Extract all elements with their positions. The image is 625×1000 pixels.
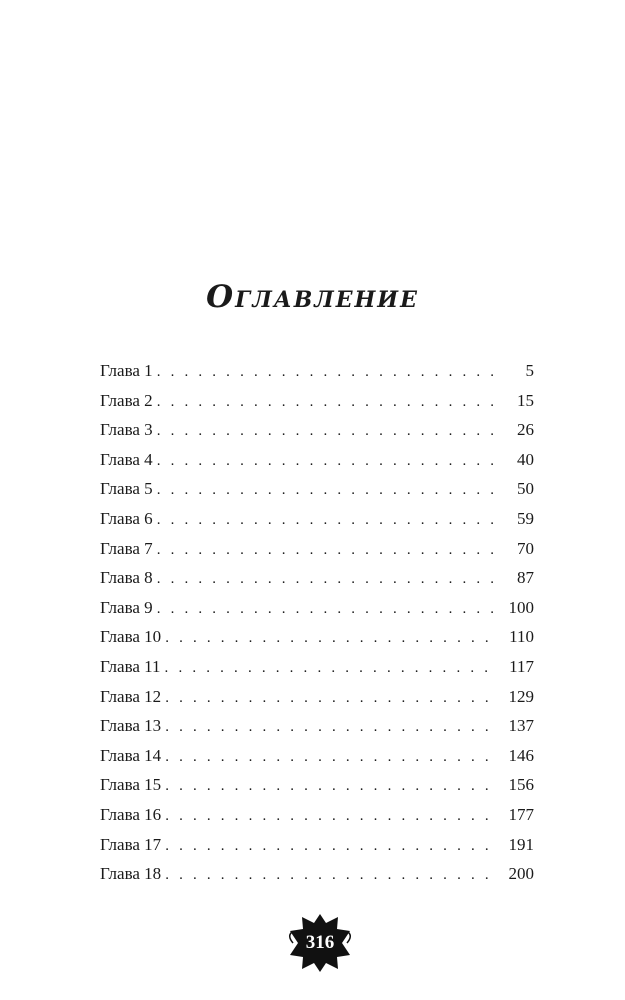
toc-page-number: 87 [517,568,534,588]
toc-chapter-label: Глава 12 [100,686,162,706]
toc-entry [100,386,534,416]
toc-dot-leader [165,654,498,684]
toc-chapter-label: Глава 9 [100,597,153,617]
toc-entry [100,770,534,800]
toc-entry [100,682,534,712]
toc-page-number: 26 [517,420,534,440]
toc-chapter-label: Глава 5 [100,479,153,499]
toc-dot-leader [157,595,498,625]
toc-entry [100,415,534,445]
toc-page-number: 100 [508,597,534,617]
toc-chapter-label: Глава 18 [100,864,162,884]
toc-entry [100,800,534,830]
toc-dot-leader [157,565,498,595]
toc-entry [100,445,534,475]
toc-dot-leader [157,506,498,536]
toc-entry [100,563,534,593]
toc-dot-leader [165,832,498,862]
toc-chapter-label: Глава 8 [100,568,153,588]
toc-dot-leader [165,624,498,654]
toc-chapter-label: Глава 6 [100,508,153,528]
toc-chapter-label: Глава 16 [100,804,162,824]
toc-chapter-label: Глава 13 [100,716,162,736]
toc-chapter-label: Глава 7 [100,538,153,558]
toc-page-number: 15 [517,390,534,410]
toc-entry [100,859,534,889]
toc-chapter-label: Глава 4 [100,449,153,469]
toc-dot-leader [157,388,498,418]
toc-entry [100,830,534,860]
toc-chapter-label: Глава 1 [100,361,153,380]
toc-entry [100,741,534,771]
toc-dot-leader [165,684,498,714]
toc-dot-leader [165,861,498,891]
toc-page-number: 137 [508,716,534,736]
toc-page-number: 110 [509,627,534,647]
toc-chapter-label: Глава 3 [100,420,153,440]
toc-entry [100,622,534,652]
toc-chapter-label: Глава 11 [100,656,161,676]
toc-dot-leader [165,713,498,743]
table-of-contents [100,356,534,889]
toc-dot-leader [157,536,498,566]
toc-chapter-label: Глава 17 [100,834,162,854]
toc-dot-leader [165,772,498,802]
toc-dot-leader [165,743,498,773]
toc-entry [100,534,534,564]
toc-entry [100,356,534,386]
toc-dot-leader [157,476,498,506]
toc-dot-leader [165,802,498,832]
toc-dot-leader [157,358,498,388]
toc-chapter-label: Глава 14 [100,745,162,765]
toc-page-number: 50 [517,479,534,499]
toc-page-number: 156 [508,775,534,795]
page-number-folio [287,912,353,974]
toc-entry [100,474,534,504]
toc-page-number: 40 [517,449,534,469]
toc-page-number: 146 [508,745,534,765]
page-number: 316 [305,932,335,953]
page-title: Оглавление [206,278,419,315]
toc-page-number: 117 [509,656,534,676]
toc-page-number: 200 [508,864,534,884]
toc-chapter-label: Глава 10 [100,627,162,647]
toc-page-number: 177 [508,804,534,824]
toc-page-number: 191 [508,834,534,854]
toc-chapter-label: Глава 2 [100,390,153,410]
toc-dot-leader [157,447,498,477]
toc-chapter-label: Глава 15 [100,775,162,795]
toc-page-number: 5 [525,361,534,380]
toc-entry [100,504,534,534]
toc-page-number: 70 [517,538,534,558]
toc-page-number: 129 [508,686,534,706]
toc-entry [100,652,534,682]
toc-dot-leader [157,417,498,447]
toc-entry [100,711,534,741]
toc-page-number: 59 [517,508,534,528]
toc-entry [100,593,534,623]
